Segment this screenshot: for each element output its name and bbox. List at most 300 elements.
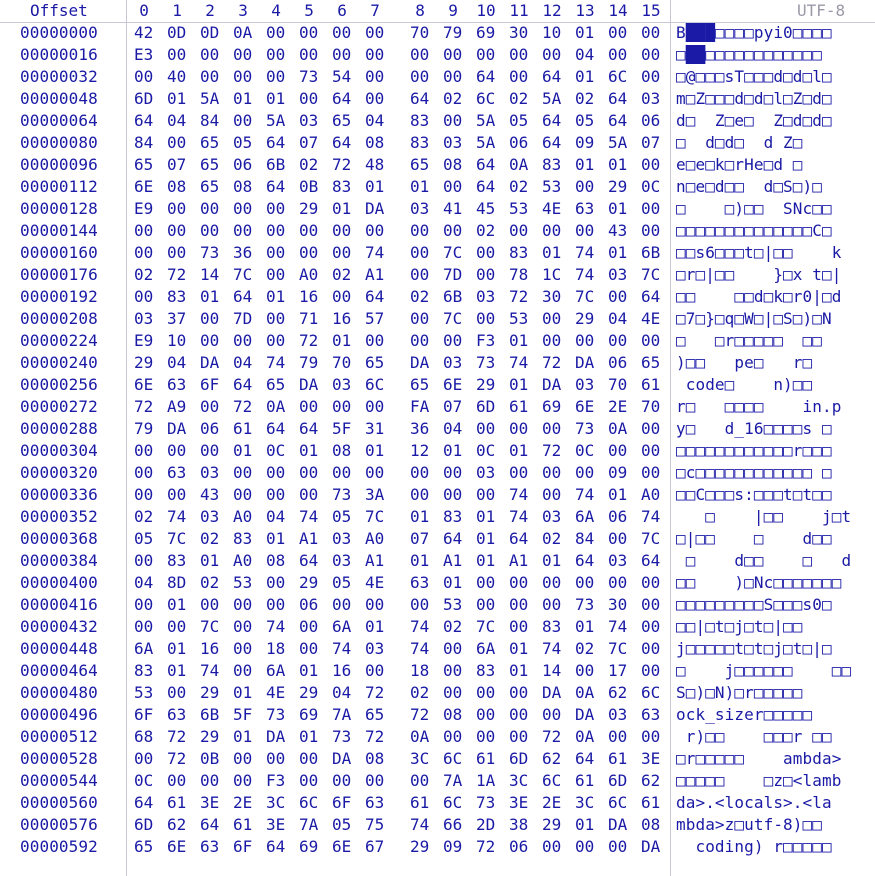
- hex-byte[interactable]: 00: [641, 419, 661, 438]
- hex-byte[interactable]: 08: [167, 177, 187, 196]
- hex-byte[interactable]: 6E: [134, 177, 154, 196]
- hex-byte[interactable]: 06: [608, 507, 628, 526]
- hex-byte[interactable]: A1: [365, 551, 385, 570]
- hex-byte[interactable]: E9: [134, 199, 154, 218]
- hex-byte[interactable]: 09: [443, 837, 463, 856]
- hex-byte[interactable]: E9: [134, 331, 154, 350]
- hex-byte[interactable]: 64: [542, 67, 562, 86]
- hex-byte[interactable]: DA: [200, 353, 220, 372]
- hex-byte[interactable]: 83: [542, 155, 562, 174]
- hex-byte[interactable]: 3E: [266, 815, 286, 834]
- hex-byte[interactable]: 57: [365, 309, 385, 328]
- hex-byte[interactable]: 64: [542, 133, 562, 152]
- hex-byte[interactable]: 00: [200, 331, 220, 350]
- hex-byte[interactable]: 6F: [332, 793, 352, 812]
- hex-byte[interactable]: 07: [299, 133, 319, 152]
- ascii-text[interactable]: coding) r□□□□□: [676, 837, 832, 856]
- hex-byte[interactable]: 83: [167, 551, 187, 570]
- ascii-text[interactable]: □ □)□□ SNc□□: [676, 199, 832, 218]
- hex-byte[interactable]: 01: [509, 441, 529, 460]
- hex-byte[interactable]: 17: [608, 661, 628, 680]
- hex-byte[interactable]: 6F: [200, 375, 220, 394]
- hex-byte[interactable]: 2E: [233, 793, 253, 812]
- hex-byte[interactable]: 7D: [443, 265, 463, 284]
- hex-byte[interactable]: 00: [266, 243, 286, 262]
- hex-byte[interactable]: 64: [266, 133, 286, 152]
- hex-byte[interactable]: 74: [365, 243, 385, 262]
- hex-byte[interactable]: 00: [476, 705, 496, 724]
- hex-byte[interactable]: 03: [476, 463, 496, 482]
- hex-byte[interactable]: 01: [476, 551, 496, 570]
- hex-byte[interactable]: 64: [641, 287, 661, 306]
- hex-byte[interactable]: 0A: [509, 155, 529, 174]
- hex-byte[interactable]: 01: [575, 155, 595, 174]
- hex-byte[interactable]: 14: [200, 265, 220, 284]
- hex-byte[interactable]: 74: [332, 639, 352, 658]
- hex-byte[interactable]: 74: [410, 617, 430, 636]
- hex-byte[interactable]: 64: [332, 133, 352, 152]
- hex-byte[interactable]: 63: [365, 793, 385, 812]
- hex-byte[interactable]: 04: [365, 111, 385, 130]
- hex-byte[interactable]: 0A: [575, 727, 595, 746]
- hex-byte[interactable]: 7A: [299, 815, 319, 834]
- hex-byte[interactable]: 65: [365, 705, 385, 724]
- hex-byte[interactable]: 00: [641, 331, 661, 350]
- hex-byte[interactable]: 0C: [476, 441, 496, 460]
- hex-byte[interactable]: 64: [509, 529, 529, 548]
- hex-byte[interactable]: 02: [575, 639, 595, 658]
- hex-byte[interactable]: 29: [299, 683, 319, 702]
- hex-byte[interactable]: 00: [476, 573, 496, 592]
- hex-byte[interactable]: 7C: [443, 243, 463, 262]
- hex-byte[interactable]: 00: [266, 23, 286, 42]
- hex-byte[interactable]: 03: [134, 309, 154, 328]
- ascii-text[interactable]: r)□□ □□□r □□: [676, 727, 832, 746]
- hex-byte[interactable]: 5A: [542, 89, 562, 108]
- hex-byte[interactable]: 01: [266, 89, 286, 108]
- hex-byte[interactable]: 00: [443, 221, 463, 240]
- hex-byte[interactable]: 01: [365, 177, 385, 196]
- hex-byte[interactable]: 72: [365, 683, 385, 702]
- hex-byte[interactable]: 64: [233, 287, 253, 306]
- hex-byte[interactable]: 74: [167, 507, 187, 526]
- hex-byte[interactable]: 00: [365, 595, 385, 614]
- hex-byte[interactable]: 02: [410, 287, 430, 306]
- hex-byte[interactable]: 01: [542, 551, 562, 570]
- hex-byte[interactable]: 00: [443, 67, 463, 86]
- hex-byte[interactable]: DA: [641, 837, 661, 856]
- hex-byte[interactable]: 01: [509, 331, 529, 350]
- hex-byte[interactable]: 64: [641, 551, 661, 570]
- hex-byte[interactable]: 00: [167, 683, 187, 702]
- hex-row[interactable]: [0, 66, 875, 88]
- hex-byte[interactable]: 00: [542, 485, 562, 504]
- hex-byte[interactable]: 83: [509, 243, 529, 262]
- hex-byte[interactable]: 74: [575, 265, 595, 284]
- hex-byte[interactable]: 03: [608, 705, 628, 724]
- hex-byte[interactable]: 00: [443, 683, 463, 702]
- hex-byte[interactable]: 65: [134, 837, 154, 856]
- hex-byte[interactable]: 00: [365, 89, 385, 108]
- hex-byte[interactable]: 01: [410, 551, 430, 570]
- ascii-text[interactable]: □@□□□sT□□□d□d□l□: [676, 67, 832, 86]
- encoding-selector[interactable]: UTF-8: [797, 1, 846, 20]
- hex-byte[interactable]: 00: [266, 265, 286, 284]
- hex-byte[interactable]: 3E: [509, 793, 529, 812]
- hex-byte[interactable]: 64: [134, 793, 154, 812]
- hex-byte[interactable]: 03: [641, 89, 661, 108]
- hex-byte[interactable]: 8D: [167, 573, 187, 592]
- hex-byte[interactable]: 65: [200, 155, 220, 174]
- hex-byte[interactable]: 00: [299, 749, 319, 768]
- hex-byte[interactable]: 00: [641, 199, 661, 218]
- hex-row[interactable]: [0, 484, 875, 506]
- hex-byte[interactable]: 00: [167, 771, 187, 790]
- hex-byte[interactable]: DA: [575, 705, 595, 724]
- hex-row[interactable]: [0, 110, 875, 132]
- hex-byte[interactable]: 00: [200, 67, 220, 86]
- hex-row[interactable]: [0, 44, 875, 66]
- hex-byte[interactable]: 72: [167, 749, 187, 768]
- hex-row[interactable]: [0, 682, 875, 704]
- hex-byte[interactable]: 5F: [332, 419, 352, 438]
- hex-byte[interactable]: 64: [266, 177, 286, 196]
- hex-byte[interactable]: 72: [134, 397, 154, 416]
- hex-byte[interactable]: 01: [233, 89, 253, 108]
- ascii-text[interactable]: □□ □□d□k□r0|□d: [676, 287, 842, 306]
- hex-row[interactable]: [0, 154, 875, 176]
- hex-byte[interactable]: 00: [266, 463, 286, 482]
- hex-byte[interactable]: 73: [476, 353, 496, 372]
- hex-byte[interactable]: 00: [134, 485, 154, 504]
- hex-byte[interactable]: 64: [575, 551, 595, 570]
- hex-byte[interactable]: 00: [476, 265, 496, 284]
- hex-byte[interactable]: 00: [410, 265, 430, 284]
- ascii-text[interactable]: □ |□□ j□t: [676, 507, 852, 526]
- hex-byte[interactable]: 6F: [134, 705, 154, 724]
- hex-byte[interactable]: 29: [608, 177, 628, 196]
- hex-byte[interactable]: 00: [509, 573, 529, 592]
- hex-byte[interactable]: 70: [608, 375, 628, 394]
- hex-row[interactable]: [0, 770, 875, 792]
- hex-byte[interactable]: A0: [233, 551, 253, 570]
- hex-byte[interactable]: 29: [200, 683, 220, 702]
- hex-byte[interactable]: 00: [641, 639, 661, 658]
- hex-byte[interactable]: 00: [641, 155, 661, 174]
- hex-byte[interactable]: 4E: [641, 309, 661, 328]
- hex-byte[interactable]: 29: [575, 309, 595, 328]
- ascii-text[interactable]: r□ □□□□ in.p: [676, 397, 842, 416]
- hex-byte[interactable]: 00: [266, 749, 286, 768]
- hex-byte[interactable]: 10: [167, 331, 187, 350]
- hex-byte[interactable]: 72: [542, 441, 562, 460]
- hex-byte[interactable]: 6C: [608, 67, 628, 86]
- hex-byte[interactable]: 66: [443, 815, 463, 834]
- hex-byte[interactable]: 00: [608, 573, 628, 592]
- hex-byte[interactable]: 01: [233, 683, 253, 702]
- hex-byte[interactable]: 00: [509, 419, 529, 438]
- hex-byte[interactable]: 00: [410, 309, 430, 328]
- hex-byte[interactable]: 00: [167, 243, 187, 262]
- hex-byte[interactable]: 61: [641, 375, 661, 394]
- hex-byte[interactable]: 83: [233, 529, 253, 548]
- hex-byte[interactable]: 78: [509, 265, 529, 284]
- hex-byte[interactable]: 12: [410, 441, 430, 460]
- hex-byte[interactable]: 09: [575, 133, 595, 152]
- hex-byte[interactable]: 54: [332, 67, 352, 86]
- hex-byte[interactable]: 00: [476, 595, 496, 614]
- hex-byte[interactable]: 01: [509, 661, 529, 680]
- ascii-text[interactable]: □7□}□q□W□|□S□)□N: [676, 309, 832, 328]
- hex-byte[interactable]: 61: [641, 793, 661, 812]
- hex-byte[interactable]: 65: [134, 155, 154, 174]
- hex-byte[interactable]: 01: [443, 441, 463, 460]
- hex-byte[interactable]: 00: [233, 749, 253, 768]
- hex-row[interactable]: [0, 660, 875, 682]
- hex-byte[interactable]: 00: [233, 771, 253, 790]
- hex-row[interactable]: [0, 396, 875, 418]
- hex-byte[interactable]: 01: [608, 199, 628, 218]
- hex-row[interactable]: [0, 352, 875, 374]
- hex-byte[interactable]: DA: [266, 727, 286, 746]
- hex-byte[interactable]: 72: [542, 727, 562, 746]
- ascii-text[interactable]: ock_sizer□□□□□: [676, 705, 813, 724]
- hex-byte[interactable]: 0B: [299, 177, 319, 196]
- hex-byte[interactable]: 62: [542, 749, 562, 768]
- hex-byte[interactable]: 05: [332, 573, 352, 592]
- hex-byte[interactable]: DA: [365, 199, 385, 218]
- ascii-text[interactable]: n□e□d□□ d□S□)□: [676, 177, 822, 196]
- hex-byte[interactable]: 7C: [443, 309, 463, 328]
- hex-byte[interactable]: 03: [443, 133, 463, 152]
- hex-byte[interactable]: 64: [575, 749, 595, 768]
- hex-byte[interactable]: 6E: [167, 837, 187, 856]
- hex-byte[interactable]: 06: [233, 155, 253, 174]
- hex-byte[interactable]: 53: [509, 309, 529, 328]
- hex-byte[interactable]: 08: [443, 705, 463, 724]
- hex-byte[interactable]: 64: [332, 89, 352, 108]
- hex-byte[interactable]: 6D: [134, 89, 154, 108]
- hex-byte[interactable]: 00: [233, 661, 253, 680]
- hex-byte[interactable]: 08: [365, 133, 385, 152]
- hex-byte[interactable]: DA: [542, 683, 562, 702]
- hex-byte[interactable]: 63: [167, 463, 187, 482]
- hex-byte[interactable]: 64: [476, 67, 496, 86]
- hex-byte[interactable]: 00: [233, 67, 253, 86]
- hex-byte[interactable]: 7C: [641, 529, 661, 548]
- hex-byte[interactable]: 00: [641, 23, 661, 42]
- hex-row[interactable]: [0, 286, 875, 308]
- hex-byte[interactable]: 72: [167, 265, 187, 284]
- hex-byte[interactable]: 00: [332, 463, 352, 482]
- hex-byte[interactable]: 01: [233, 441, 253, 460]
- hex-byte[interactable]: 65: [365, 353, 385, 372]
- hex-byte[interactable]: 00: [509, 705, 529, 724]
- ascii-text[interactable]: □□s6□□□t□|□□ k: [676, 243, 842, 262]
- hex-byte[interactable]: 01: [299, 661, 319, 680]
- hex-byte[interactable]: 03: [200, 507, 220, 526]
- hex-byte[interactable]: 03: [410, 199, 430, 218]
- hex-byte[interactable]: 53: [134, 683, 154, 702]
- hex-byte[interactable]: 74: [575, 485, 595, 504]
- hex-byte[interactable]: 53: [443, 595, 463, 614]
- hex-byte[interactable]: 45: [476, 199, 496, 218]
- ascii-text[interactable]: d□ Z□e□ Z□d□d□: [676, 111, 832, 130]
- hex-byte[interactable]: 03: [332, 529, 352, 548]
- hex-row[interactable]: [0, 88, 875, 110]
- hex-byte[interactable]: 04: [167, 111, 187, 130]
- hex-byte[interactable]: 7C: [575, 287, 595, 306]
- hex-byte[interactable]: DA: [608, 815, 628, 834]
- hex-byte[interactable]: 4E: [542, 199, 562, 218]
- hex-byte[interactable]: 00: [542, 573, 562, 592]
- hex-byte[interactable]: 16: [332, 309, 352, 328]
- hex-byte[interactable]: 29: [299, 199, 319, 218]
- hex-byte[interactable]: 02: [542, 529, 562, 548]
- hex-byte[interactable]: 00: [332, 23, 352, 42]
- hex-byte[interactable]: 6B: [200, 705, 220, 724]
- hex-byte[interactable]: 69: [476, 23, 496, 42]
- ascii-text[interactable]: □ □r□□□□□ □□: [676, 331, 822, 350]
- hex-byte[interactable]: 65: [410, 155, 430, 174]
- hex-byte[interactable]: 04: [575, 45, 595, 64]
- hex-byte[interactable]: 61: [233, 419, 253, 438]
- hex-byte[interactable]: 08: [641, 815, 661, 834]
- hex-byte[interactable]: 29: [542, 815, 562, 834]
- hex-byte[interactable]: 84: [200, 111, 220, 130]
- hex-byte[interactable]: 00: [542, 221, 562, 240]
- hex-byte[interactable]: 07: [641, 133, 661, 152]
- hex-byte[interactable]: 00: [608, 45, 628, 64]
- hex-byte[interactable]: 00: [200, 45, 220, 64]
- hex-byte[interactable]: 6A: [575, 507, 595, 526]
- hex-byte[interactable]: A0: [365, 529, 385, 548]
- hex-byte[interactable]: 00: [443, 463, 463, 482]
- hex-row[interactable]: [0, 550, 875, 572]
- ascii-text[interactable]: □c□□□□□□□□□□□□ □: [676, 463, 832, 482]
- hex-byte[interactable]: 73: [266, 705, 286, 724]
- hex-byte[interactable]: 72: [332, 155, 352, 174]
- hex-byte[interactable]: 67: [365, 837, 385, 856]
- hex-byte[interactable]: 74: [410, 639, 430, 658]
- hex-byte[interactable]: 00: [608, 441, 628, 460]
- hex-byte[interactable]: 7C: [233, 265, 253, 284]
- hex-byte[interactable]: 00: [233, 595, 253, 614]
- hex-byte[interactable]: 6E: [443, 375, 463, 394]
- hex-row[interactable]: [0, 264, 875, 286]
- hex-row[interactable]: [0, 814, 875, 836]
- hex-byte[interactable]: 5A: [476, 111, 496, 130]
- hex-byte[interactable]: 6D: [608, 771, 628, 790]
- hex-byte[interactable]: 0C: [266, 441, 286, 460]
- hex-byte[interactable]: 0A: [608, 419, 628, 438]
- hex-byte[interactable]: 00: [509, 617, 529, 636]
- hex-byte[interactable]: 6B: [641, 243, 661, 262]
- hex-byte[interactable]: 00: [509, 45, 529, 64]
- hex-byte[interactable]: 03: [542, 507, 562, 526]
- ascii-text[interactable]: e□e□k□rHe□d □: [676, 155, 803, 174]
- ascii-text[interactable]: □□C□□□s:□□□t□t□□: [676, 485, 832, 504]
- hex-byte[interactable]: 2E: [542, 793, 562, 812]
- hex-byte[interactable]: 07: [167, 155, 187, 174]
- hex-byte[interactable]: 02: [443, 617, 463, 636]
- hex-byte[interactable]: 04: [233, 353, 253, 372]
- hex-byte[interactable]: 0C: [134, 771, 154, 790]
- hex-byte[interactable]: 65: [641, 353, 661, 372]
- hex-byte[interactable]: 6C: [641, 683, 661, 702]
- hex-byte[interactable]: 00: [365, 221, 385, 240]
- hex-byte[interactable]: 63: [410, 573, 430, 592]
- hex-byte[interactable]: 01: [410, 507, 430, 526]
- hex-byte[interactable]: 6A: [266, 661, 286, 680]
- hex-byte[interactable]: 63: [641, 705, 661, 724]
- hex-row[interactable]: [0, 308, 875, 330]
- hex-byte[interactable]: 00: [365, 771, 385, 790]
- hex-byte[interactable]: 74: [200, 661, 220, 680]
- hex-byte[interactable]: 0D: [200, 23, 220, 42]
- hex-byte[interactable]: 72: [299, 331, 319, 350]
- hex-byte[interactable]: 00: [608, 331, 628, 350]
- hex-row[interactable]: [0, 22, 875, 44]
- hex-byte[interactable]: 00: [476, 243, 496, 262]
- hex-byte[interactable]: 00: [134, 67, 154, 86]
- hex-byte[interactable]: 03: [332, 551, 352, 570]
- hex-row[interactable]: [0, 638, 875, 660]
- hex-byte[interactable]: 01: [575, 23, 595, 42]
- hex-byte[interactable]: 00: [299, 463, 319, 482]
- hex-byte[interactable]: 64: [443, 529, 463, 548]
- hex-byte[interactable]: 6B: [443, 287, 463, 306]
- hex-byte[interactable]: 37: [167, 309, 187, 328]
- hex-byte[interactable]: A0: [299, 265, 319, 284]
- hex-byte[interactable]: 40: [167, 67, 187, 86]
- hex-byte[interactable]: 29: [476, 375, 496, 394]
- hex-byte[interactable]: 7A: [443, 771, 463, 790]
- hex-byte[interactable]: 73: [332, 485, 352, 504]
- hex-byte[interactable]: 02: [200, 573, 220, 592]
- hex-byte[interactable]: 00: [332, 771, 352, 790]
- hex-byte[interactable]: 74: [575, 243, 595, 262]
- hex-byte[interactable]: 00: [542, 463, 562, 482]
- hex-byte[interactable]: 00: [299, 397, 319, 416]
- hex-byte[interactable]: 00: [266, 573, 286, 592]
- hex-byte[interactable]: 83: [443, 507, 463, 526]
- hex-byte[interactable]: 48: [365, 155, 385, 174]
- hex-byte[interactable]: 72: [542, 353, 562, 372]
- hex-byte[interactable]: 07: [443, 397, 463, 416]
- hex-byte[interactable]: 08: [233, 177, 253, 196]
- hex-byte[interactable]: 02: [443, 89, 463, 108]
- hex-byte[interactable]: 00: [299, 243, 319, 262]
- hex-byte[interactable]: 2D: [476, 815, 496, 834]
- hex-byte[interactable]: 62: [167, 815, 187, 834]
- hex-byte[interactable]: 74: [410, 815, 430, 834]
- hex-byte[interactable]: 64: [476, 177, 496, 196]
- hex-byte[interactable]: 0A: [575, 683, 595, 702]
- hex-byte[interactable]: 43: [608, 221, 628, 240]
- hex-byte[interactable]: 00: [134, 551, 154, 570]
- hex-byte[interactable]: 6C: [443, 793, 463, 812]
- hex-byte[interactable]: 7C: [608, 639, 628, 658]
- hex-byte[interactable]: 72: [167, 727, 187, 746]
- hex-byte[interactable]: E3: [134, 45, 154, 64]
- hex-byte[interactable]: 00: [233, 639, 253, 658]
- hex-byte[interactable]: 08: [266, 551, 286, 570]
- hex-byte[interactable]: 3C: [509, 771, 529, 790]
- hex-byte[interactable]: 09: [608, 463, 628, 482]
- hex-row[interactable]: [0, 616, 875, 638]
- hex-byte[interactable]: 00: [641, 573, 661, 592]
